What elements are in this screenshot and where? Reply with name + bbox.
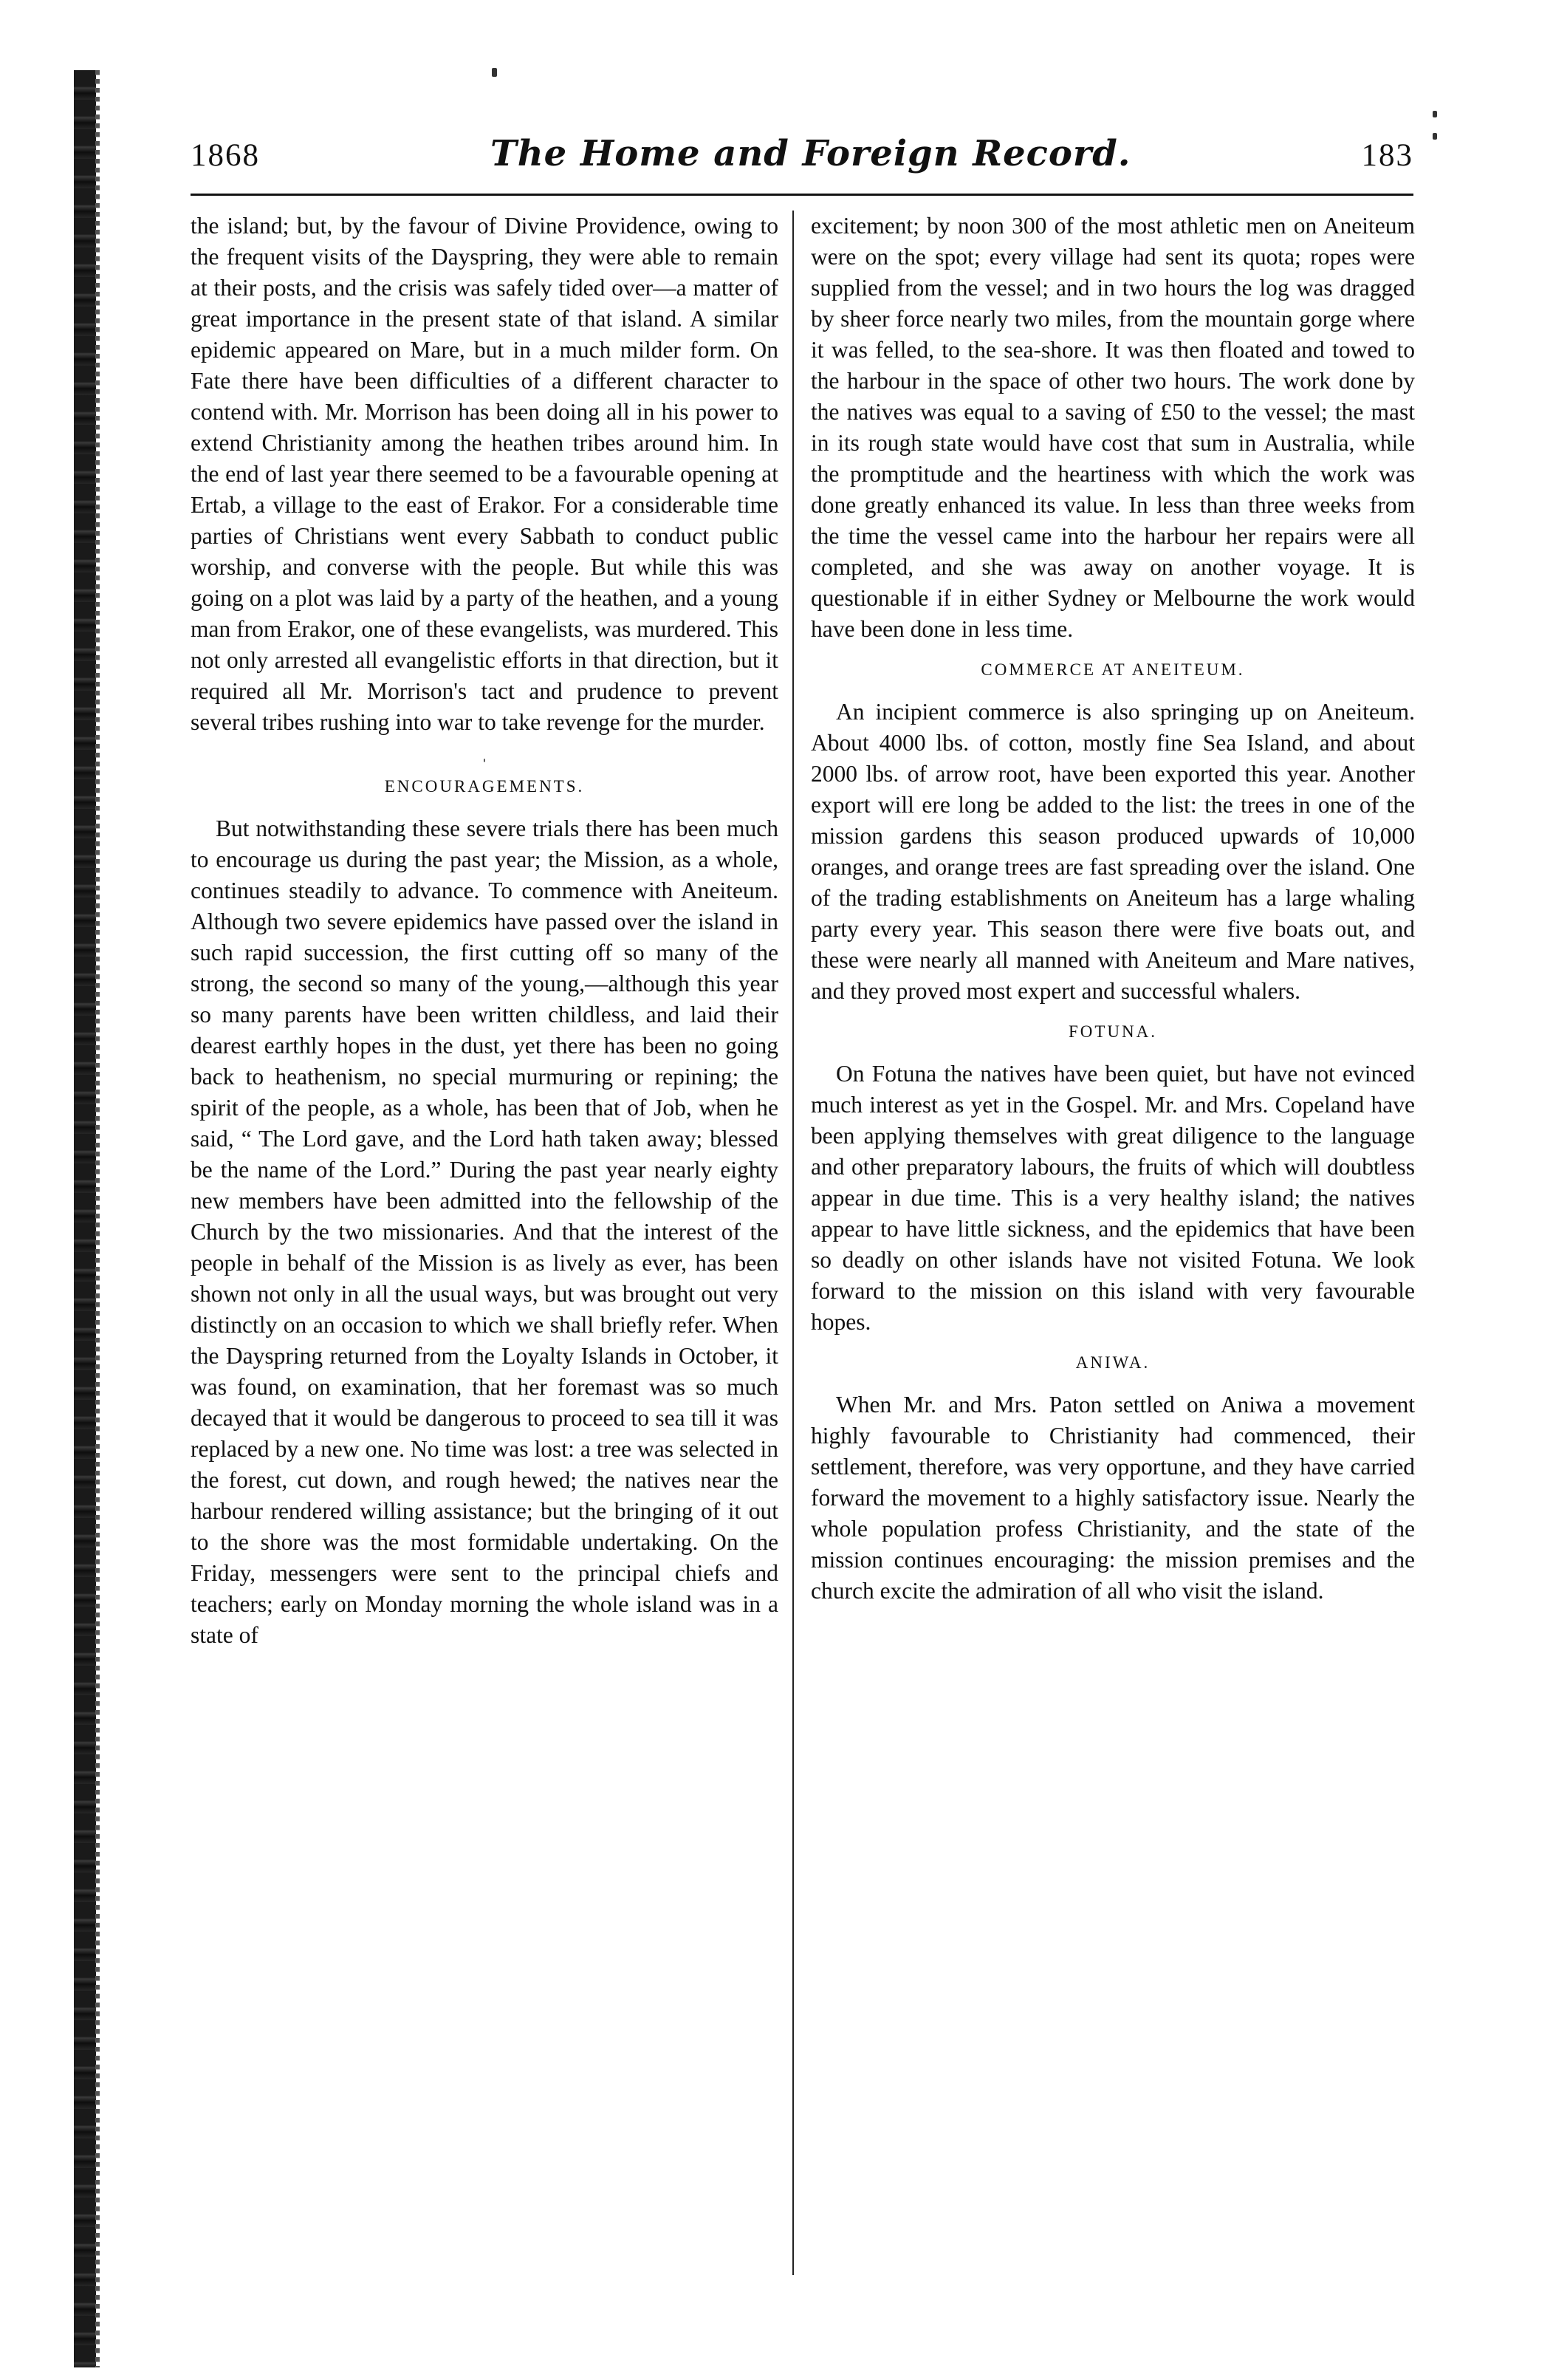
scan-binding-edge (74, 70, 96, 2367)
heading-aniwa: ANIWA. (1075, 1353, 1151, 1372)
page-year: 1868 (191, 138, 260, 173)
column-divider (792, 211, 794, 2275)
paragraph-aniwa: When Mr. and Mrs. Paton settled on Aniwa a movement highly favourable to Christianity had commenced, their settlement, therefore, was very opportune, and they have carried forward the movement to a highly satisfactory issue. Nearly the whole population profess Christianity, and the state of the mission continues encouraging: the mission premises and the church excite the admiration of all who visit the island. (811, 1392, 1415, 1604)
page-header (191, 133, 1413, 188)
paragraph-encouragements: But notwithstanding these severe trials there has been much to encourage us during the past year; the Mission, as a whole, continues steadily to advance. To commence with Aneiteum. Although two severe epidemics have passed over the island in such rapid succession, the first cutting off so many of the strong, the second so many of the young,—although this year so many parents have been written childless, and laid their dearest earthly hopes in the dust, yet there has been no going back to heathenism, no special murmuring or repining; the spirit of the people, as a whole, has been that of Job, when he said, “ The Lord gave, and the Lord hath taken away; blessed be the name of the Lord.” During the past year nearly eighty new members have been admitted into the fellowship of the Church by the two missionaries. And that the interest of the people in behalf of the Mission is as lively as ever, has been shown not only in all the usual ways, but was brought out very distinctly on an occasion to which we shall briefly refer. When the Dayspring returned from the Loyalty Islands in October, it was found, on examination, that her foremast was so much decayed that it would be dangerous to proceed to sea till it was replaced by a new one. No time was lost: a tree was selected in the forest, cut down, and rough hewed; the natives near the harbour rendered willing assistance; but the bringing of it out to the shore was the most formidable undertaking. On the Friday, messengers were sent to the principal chiefs and teachers; early on Monday morning the whole island was in a state of (191, 815, 778, 1648)
paragraph-mast-excitement: excitement; by noon 300 of the most athletic men on Aneiteum were on the spot; every village had sent its quota; ropes were supplied from the vessel; and in two hours the log was dragged by sheer force nearly two miles, from the mountain gorge where it was felled, to the sea-shore. It was then floated and towed to the harbour in the space of other two hours. The work done by the natives was equal to a saving of £50 to the vessel; the mast in its rough state would have cost that sum in Australia, while the promptitude and the heartiness with which the work was done greatly enhanced its value. In less than three weeks from the time the vessel came into the harbour her repairs were all completed, and she was away on another voyage. It is questionable if in either Sydney or Melbourne the work would have been done in less time. (811, 213, 1415, 642)
publication-title: The Home and Foreign Record. (490, 133, 1131, 174)
header-rule (191, 194, 1413, 196)
heading-encouragements: ENCOURAGEMENTS. (384, 777, 585, 796)
paragraph-fotuna: On Fotuna the natives have been quiet, but have not evinced much interest as yet in the Gospel. Mr. and Mrs. Copeland have been applying themselves with great diligence to the language and other preparatory labours, the fruits of which will doubtless appear in due time. This is a very healthy island; the natives appear to have little sickness, and the epidemics that have been so deadly on other islands have not visited Fotuna. We look forward to the mission on this island with very favourable hopes. (811, 1061, 1415, 1335)
paragraph-fate-mission: the island; but, by the favour of Divine Providence, owing to the frequent visits of the Dayspring, they were able to remain at their posts, and the crisis was safely tided over—a matter of great importance in the present state of that island. A similar epidemic appeared on Mare, but in a much milder form. On Fate there have been difficulties of a different character to contend with. Mr. Morrison has been doing all in his power to extend Christianity among the heathen tribes around him. In the end of last year there seemed to be a favourable opening at Ertab, a village to the east of Erakor. For a considerable time parties of Christians went every Sabbath to conduct public worship, and converse with the people. But while this was going on a plot was laid by a party of the heathen, and a young man from Erakor, one of these evangelists, was murdered. This not only arrested all evangelistic efforts in that direction, but it required all Mr. Morrison's tact and prudence to prevent several tribes rushing into war to take revenge for the murder. (191, 213, 778, 735)
heading-fotuna: FOTUNA. (1068, 1022, 1158, 1041)
right-column (811, 211, 1415, 2279)
scan-speck (492, 68, 497, 77)
printer-mark: ˌ (481, 741, 488, 762)
page-number: 183 (1361, 138, 1413, 173)
scan-speck (1433, 133, 1437, 140)
heading-commerce: COMMERCE AT ANEITEUM. (981, 660, 1245, 679)
paragraph-commerce: An incipient commerce is also springing up on Aneiteum. About 4000 lbs. of cotton, mostly fine Sea Island, and about 2000 lbs. of arrow root, have been exported this year. Another export will ere long be added to the list: the trees in one of the mission gardens this season produced upwards of 10,000 oranges, and orange trees are fast spreading over the island. One of the trading establishments on Aneiteum has a large whaling party every year. This season there were five boats out, and these were nearly all manned with Aneiteum and Mare natives, and they proved most expert and successful whalers. (811, 699, 1415, 1004)
left-column (191, 211, 778, 2279)
scan-speck (1433, 111, 1437, 117)
